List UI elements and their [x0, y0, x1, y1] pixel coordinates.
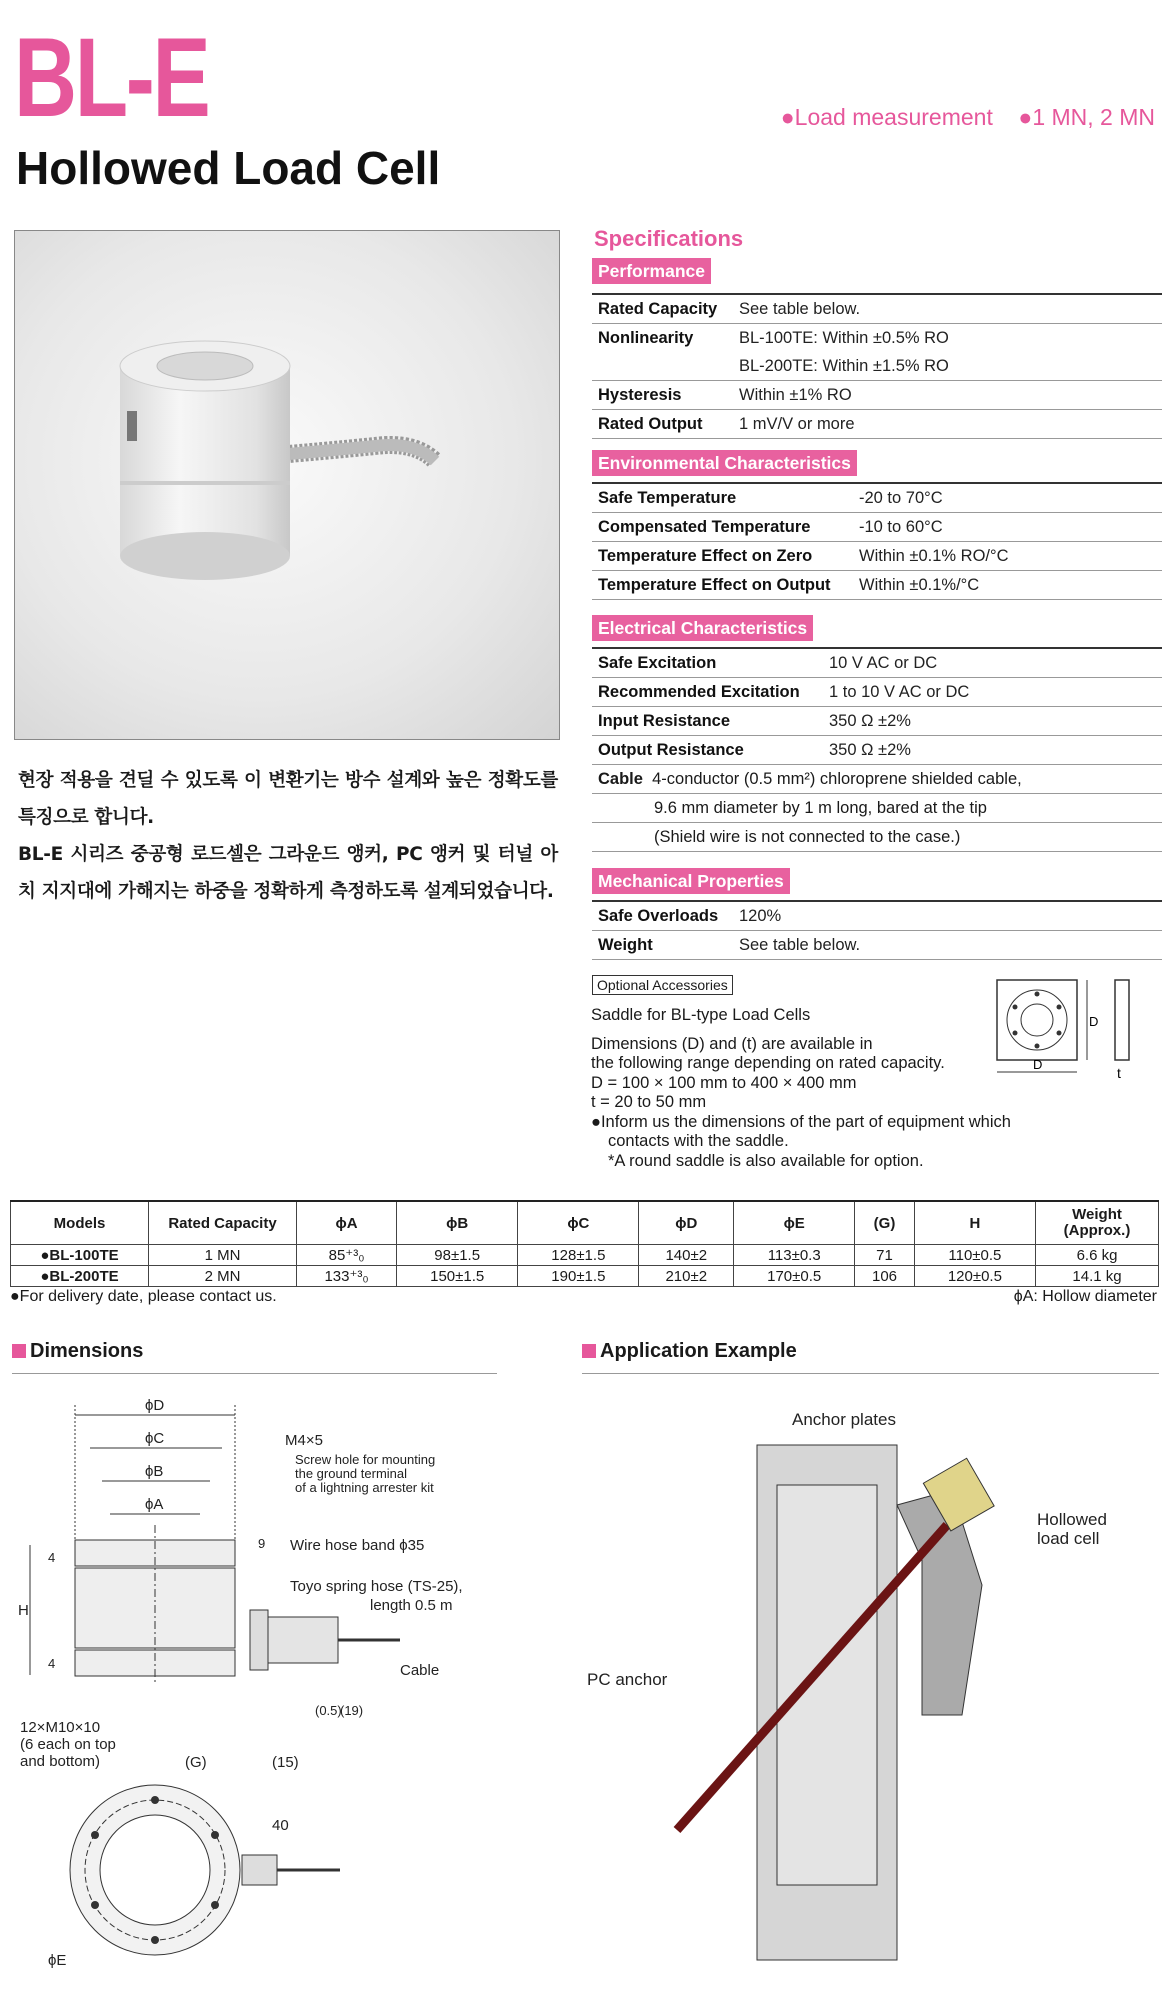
application-drawing — [582, 1385, 1159, 1985]
dimensions-heading — [12, 1340, 143, 1363]
spec-value: 1 mV/V or more — [733, 410, 1162, 439]
spec-key: Weight — [592, 931, 733, 960]
description-para-1: 현장 적용을 견딜 수 있도록 이 변환기는 방수 설계와 높은 정확도를 특징으로 합니다. — [18, 770, 558, 828]
electrical-heading: Electrical Characteristics — [592, 615, 813, 641]
col-header: ϕA — [297, 1201, 397, 1245]
label-m4: M4×5 — [285, 1432, 323, 1449]
label-4-top: 4 — [48, 1550, 56, 1565]
models-table — [10, 1200, 1159, 1287]
col-header: H — [914, 1201, 1035, 1245]
spec-value: See table below. — [733, 294, 1162, 324]
product-subtitle: Hollowed Load Cell — [16, 142, 441, 194]
label-9: 9 — [258, 1536, 266, 1551]
application-heading-text: Application Example — [600, 1340, 797, 1362]
spec-key — [592, 352, 733, 381]
spec-key: Safe Temperature — [592, 483, 853, 513]
label-hose-2: length 0.5 m — [370, 1597, 453, 1614]
label-anchor-plates: Anchor plates — [792, 1410, 896, 1429]
table-row — [11, 1245, 1159, 1266]
product-description — [18, 762, 558, 910]
spec-key: Hysteresis — [592, 381, 733, 410]
label-phiB: ϕB — [145, 1463, 164, 1480]
col-header: ϕB — [397, 1201, 518, 1245]
label-pc-anchor: PC anchor — [587, 1670, 668, 1689]
cell: 71 — [855, 1245, 914, 1266]
label-cable: Cable — [400, 1662, 440, 1679]
label-40: 40 — [272, 1817, 289, 1834]
divider — [582, 1373, 1159, 1374]
specifications-title: Specifications — [594, 226, 744, 251]
opt-line: contacts with the saddle. — [608, 1132, 789, 1150]
spec-value: -20 to 70°C — [853, 483, 1162, 513]
delivery-note: ●For delivery date, please contact us. — [10, 1288, 277, 1305]
spec-value: 350 Ω ±2% — [823, 707, 1162, 736]
spec-key: Recommended Excitation — [592, 678, 823, 707]
application-heading — [582, 1340, 797, 1363]
opt-line: Dimensions (D) and (t) are available in — [591, 1034, 873, 1053]
spec-value: 350 Ω ±2% — [823, 736, 1162, 765]
label-phiC: ϕC — [145, 1430, 165, 1447]
col-header: ϕC — [518, 1201, 639, 1245]
label-0-5: (0.5) — [315, 1703, 342, 1718]
optional-accessories-label: Optional Accessories — [592, 975, 733, 995]
spec-key: Compensated Temperature — [592, 513, 853, 542]
label-m10-2: (6 each on top — [20, 1736, 116, 1753]
electrical-table — [592, 647, 1162, 852]
spec-key: Rated Output — [592, 410, 733, 439]
saddle-drawing — [985, 970, 1155, 1085]
opt-line: ●Inform us the dimensions of the part of equipment which — [591, 1112, 1011, 1131]
saddle-t: t — [1117, 1065, 1121, 1081]
spec-key: Output Resistance — [592, 736, 823, 765]
cell: 210±2 — [639, 1266, 734, 1287]
saddle-d-side: D — [1089, 1014, 1099, 1029]
label-m10-3: and bottom) — [20, 1753, 101, 1770]
cable-value-2: 9.6 mm diameter by 1 m long, bared at the tip — [592, 794, 1162, 823]
hollow-diameter-note: ϕA: Hollow diameter — [1013, 1288, 1157, 1305]
opt-line: *A round saddle is also available for option. — [608, 1151, 924, 1170]
heading-square-icon — [582, 1344, 596, 1358]
cell: 190±1.5 — [518, 1266, 639, 1287]
cable-value-3: (Shield wire is not connected to the case.) — [592, 823, 1162, 852]
heading-square-icon — [12, 1344, 26, 1358]
spec-key: Nonlinearity — [598, 328, 694, 347]
opt-line: the following range depending on rated capacity. — [591, 1054, 945, 1072]
opt-line: D = 100 × 100 mm to 400 × 400 mm — [591, 1073, 857, 1092]
dimensions-heading-text: Dimensions — [30, 1340, 144, 1362]
saddle-d-bottom: D — [1033, 1057, 1043, 1072]
mechanical-heading: Mechanical Properties — [592, 868, 790, 894]
spec-key: Safe Overloads — [592, 901, 733, 931]
tag-load-measurement: ●Load measurement — [780, 104, 993, 130]
spec-value: 120% — [733, 901, 1162, 931]
spec-value: Within ±1% RO — [733, 381, 1162, 410]
label-screw-3: of a lightning arrester kit — [295, 1480, 434, 1495]
label-phiD: ϕD — [145, 1397, 165, 1414]
cell: 1 MN — [149, 1245, 297, 1266]
description-para-2: BL-E 시리즈 중공형 로드셀은 그라운드 앵커, PC 앵커 및 터널 아치 지지대에 가해지는 하중을 정확하게 측정하도록 설계되었습니다. — [18, 844, 558, 902]
cell: 85⁺³₀ — [297, 1245, 397, 1266]
cell: 120±0.5 — [914, 1266, 1035, 1287]
spec-value: 10 V AC or DC — [823, 648, 1162, 678]
spec-value: Within ±0.1%/°C — [853, 571, 1162, 600]
label-phiA: ϕA — [145, 1496, 164, 1513]
opt-line: t = 20 to 50 mm — [591, 1093, 707, 1111]
cell: 110±0.5 — [914, 1245, 1035, 1266]
cell: 14.1 kg — [1036, 1266, 1159, 1287]
cell: 113±0.3 — [734, 1245, 855, 1266]
mechanical-table — [592, 900, 1162, 960]
label-G: (G) — [185, 1754, 207, 1771]
label-phiE: ϕE — [48, 1952, 67, 1969]
spec-value: -10 to 60°C — [853, 513, 1162, 542]
cell: ●BL-200TE — [11, 1266, 149, 1287]
spec-value: 1 to 10 V AC or DC — [823, 678, 1162, 707]
label-H: H — [18, 1602, 29, 1619]
col-header: ϕE — [734, 1201, 855, 1245]
cell: 98±1.5 — [397, 1245, 518, 1266]
col-header: Models — [11, 1201, 149, 1245]
tag-capacity: ●1 MN, 2 MN — [1018, 104, 1155, 130]
performance-heading: Performance — [592, 258, 711, 284]
label-screw-2: the ground terminal — [295, 1466, 408, 1481]
label-m10-1: 12×M10×10 — [20, 1719, 101, 1736]
spec-key: Rated Capacity — [592, 294, 733, 324]
feature-tags — [781, 104, 1155, 131]
spec-value: Within ±0.1% RO/°C — [853, 542, 1162, 571]
label-hose-1: Toyo spring hose (TS-25), — [290, 1578, 463, 1595]
col-header: (G) — [855, 1201, 914, 1245]
environmental-table — [592, 482, 1162, 600]
label-wire-band: Wire hose band ϕ35 — [290, 1537, 425, 1554]
label-15: (15) — [272, 1754, 299, 1771]
product-photo — [14, 230, 560, 740]
col-header: Weight (Approx.) — [1036, 1201, 1159, 1245]
label-19: (19) — [340, 1703, 364, 1718]
spec-value: BL-100TE: Within ±0.5% RO — [739, 328, 949, 347]
spec-key: Safe Excitation — [592, 648, 823, 678]
load-cell-image — [15, 231, 559, 739]
cell: 128±1.5 — [518, 1245, 639, 1266]
label-hollowed: Hollowed — [1037, 1510, 1107, 1529]
label-screw-1: Screw hole for mounting — [295, 1452, 436, 1467]
cell: ●BL-100TE — [11, 1245, 149, 1266]
cell: 106 — [855, 1266, 914, 1287]
divider — [12, 1373, 497, 1374]
product-title: BL-E — [14, 15, 209, 140]
opt-line: Saddle for BL-type Load Cells — [591, 1006, 811, 1024]
table-row — [11, 1266, 1159, 1287]
cell: 2 MN — [149, 1266, 297, 1287]
label-4-bottom: 4 — [48, 1656, 56, 1671]
spec-value: BL-200TE: Within ±1.5% RO — [733, 352, 1162, 381]
environmental-heading: Environmental Characteristics — [592, 450, 857, 476]
dimensions-drawing — [10, 1385, 500, 1975]
cell: 133⁺³₀ — [297, 1266, 397, 1287]
performance-table — [592, 293, 1162, 439]
cell: 170±0.5 — [734, 1266, 855, 1287]
cell: 150±1.5 — [397, 1266, 518, 1287]
col-header: Rated Capacity — [149, 1201, 297, 1245]
spec-key: Input Resistance — [592, 707, 823, 736]
spec-value: See table below. — [733, 931, 1162, 960]
cell: 140±2 — [639, 1245, 734, 1266]
spec-key: Temperature Effect on Output — [592, 571, 853, 600]
col-header: ϕD — [639, 1201, 734, 1245]
label-load-cell: load cell — [1037, 1529, 1100, 1548]
cell: 6.6 kg — [1036, 1245, 1159, 1266]
spec-key: Temperature Effect on Zero — [592, 542, 853, 571]
cable-value-1: 4-conductor (0.5 mm²) chloroprene shielded cable, — [652, 769, 1022, 788]
cable-key: Cable — [598, 769, 643, 788]
